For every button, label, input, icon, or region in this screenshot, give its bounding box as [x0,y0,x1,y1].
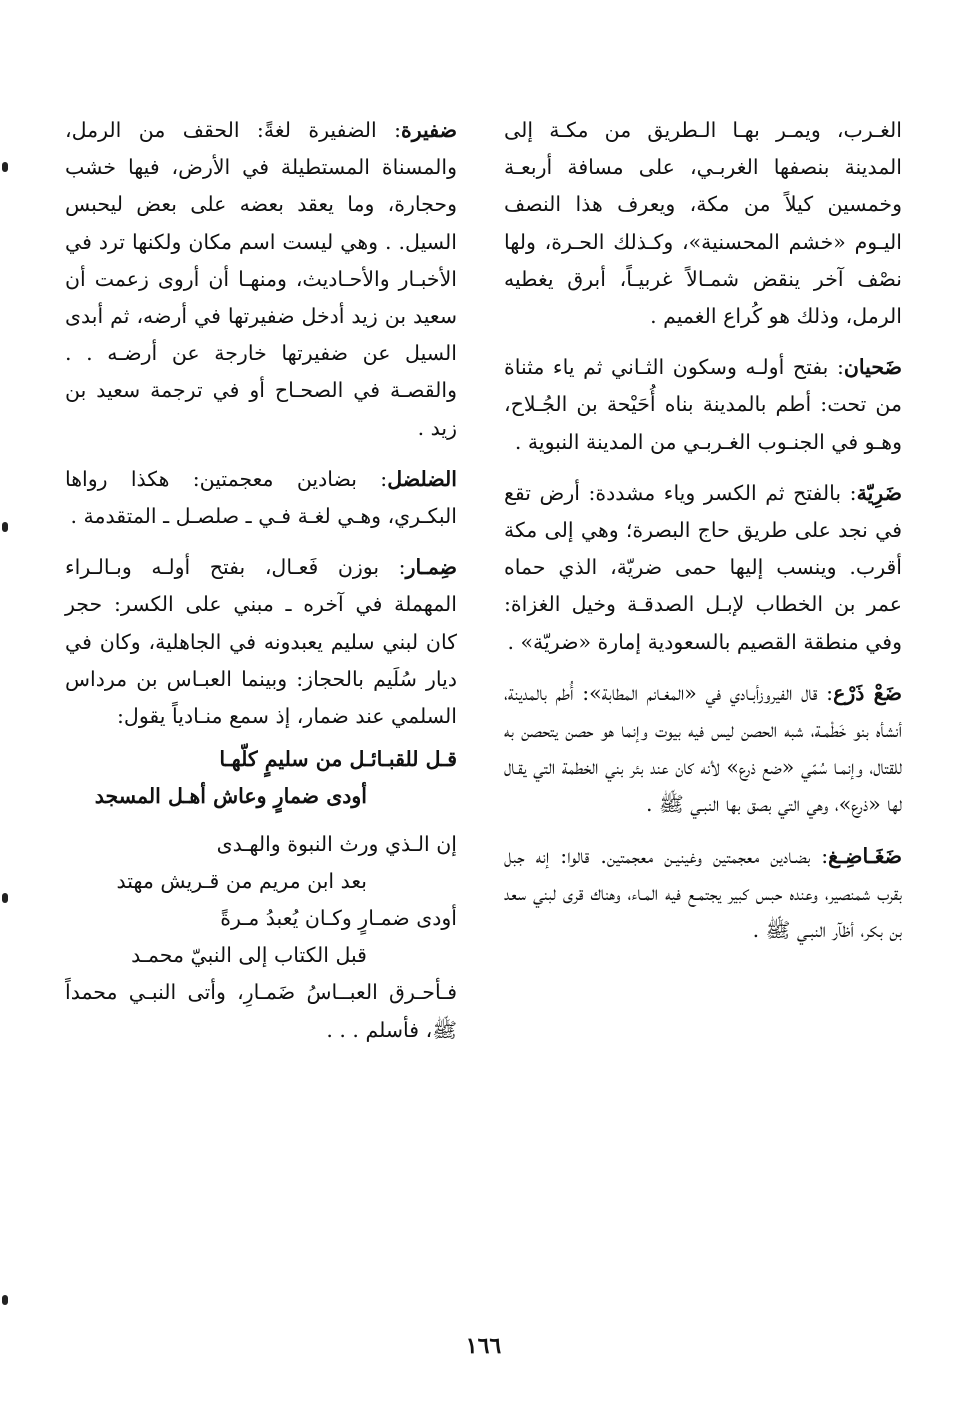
headword: ضفيرة [400,118,457,142]
scan-mark [2,162,8,172]
entry-dariyya [504,475,902,661]
headword: ضَحيان [843,355,902,380]
verse-line: قبل الكتاب إلى النبيّ محمـد [131,943,367,968]
verse-line: بعد ابن مريم من قـريش مهتد [116,868,367,893]
verse-line: أودى ضمـارٍ وكـان يُعبدُ مـرةً [220,906,457,931]
entry-text: : قال الفيروزأبـادي في «المغـانم المطابة»: أُطم بالمدينة، أنشأه بنو خَطْمـة، شبه الحصن ليس فيه بيوت وإنما هو حصن يتحصن به للقتال، وإنمـا سُمّي «ضع ذرع» لأنه كان عند بئر بني الخطمة التي يقـال لها «ذرع»، وهي التي بصق بها النبـي ﷺ . [504,680,902,817]
entry-text: : بضـادين معجمتين وغينيـن معجمتين. قالوا: إنه جبل بقرب شمنصير، وعنده حبس كبير يجتمـع فيه المـاء، وهناك قرى لبني سعد بن بكر، أظآر النبـي ﷺ . [504,843,902,943]
scan-mark [2,893,8,903]
verse-line: أودى ضمارٍ وعاش أهـل المسجد [94,784,367,809]
entry-daghadigh [504,838,902,950]
scan-mark [2,1295,8,1305]
headword: ضَغَـاضِـغ [828,843,902,868]
left-column [65,112,457,1063]
entry-dimar [65,549,457,735]
entry-dafira [65,112,457,447]
entry-text: : بوزن فَعـال، بفتح أولـه وبـالـراء المهملة في آخره ـ مبني على الكسر: حجر كان لبني سليم يعبدونه في الجاهلية، وكان في ديار سُلَيم بالحجاز: وبينما العبـاس بن مرداس السلمي عند ضمار، إذ سمع منـادياً يقول: [65,555,457,729]
entry-text: : بالفتح ثم الكسر وياء مشددة: أرض تقع في نجد على طريق حاج البصرة؛ وهي إلى مكة أقرب. وينسب إليها حمى ضريّة، الذي حماه عمر بن الخطاب لإبـل الصدقـة وخيل الغزاة: وفي منطقة القصيم بالسعودية إمارة «ضريّة» . [504,480,902,654]
entry-text: : الضفيرة لغةً: الحقف من الرمل، والمسناة المستطيلة في الأرض، فيها خشب وحجارة، وما يعقد بعضه على بعض ليحبس السيل. . وهي ليست اسم مكان ولكنها ترد في الأخبـار والأحـاديث، ومنهـا أن أروى زعمت أن سعيد بن زيد أدخل ضفيرتها في أرضه، ثم أبدى السيل عن ضفيرتها خارجة عن أرضـه . . والقصـة في الصحـاح أو في ترجمة سعيد بن زيد . [65,118,457,440]
headword: ضَرِيّة [856,480,902,505]
right-column [504,112,902,963]
entry-text: : بضادين معجمتين: هكذا رواها البكـري، وهـي لغـة فـي ـ صلصـل ـ المتقدمة . [65,466,457,529]
verse-line: إن الـذي ورث النبوة والهـدى [216,831,457,856]
headword: ضِمـار [405,555,457,580]
headword: الضلضل [387,466,457,491]
entry-da-dhar [504,675,902,824]
scan-mark [2,522,8,532]
headword: ضَعْ ذَرْع [833,680,902,705]
entry-dildil [65,461,457,535]
verse-line: قـل للقبـائـل من سليمٍ كلّهـا [219,747,457,772]
page-number: ١٦٦ [465,1333,502,1359]
closing-paragraph: فـأحـرق العبــاسُ ضَمـارِ، وأتى النبـي محمداً ﷺ، فأسلم . . . [65,980,457,1042]
entry-dahyan [504,349,902,461]
intro-paragraph: الغـرب، ويمـر بهـا الـطريق من مكـة إلى المدينة بنصفها الغربـي، على مسافة أربعـة وخمسين كيلاً من مكة، ويعرف هذا النصف اليـوم «خشم المحسنية»، وكـذلك الحـرة، ولها نصْف آخر ينقض شمـالاً غربيـاً، أبرق يغطيه الرمل، وذلك هو كُراع الغميم . [504,118,902,329]
poem [65,741,457,974]
entry-text: : بفتح أولـه وسكون الثـاني ثم ياء مثناة من تحت: أطم بالمدينة بناه أُحَيْحة بن الجُـلاح، وهـو في الجنـوب الغـربـي من المدينة النبوية . [504,355,902,454]
